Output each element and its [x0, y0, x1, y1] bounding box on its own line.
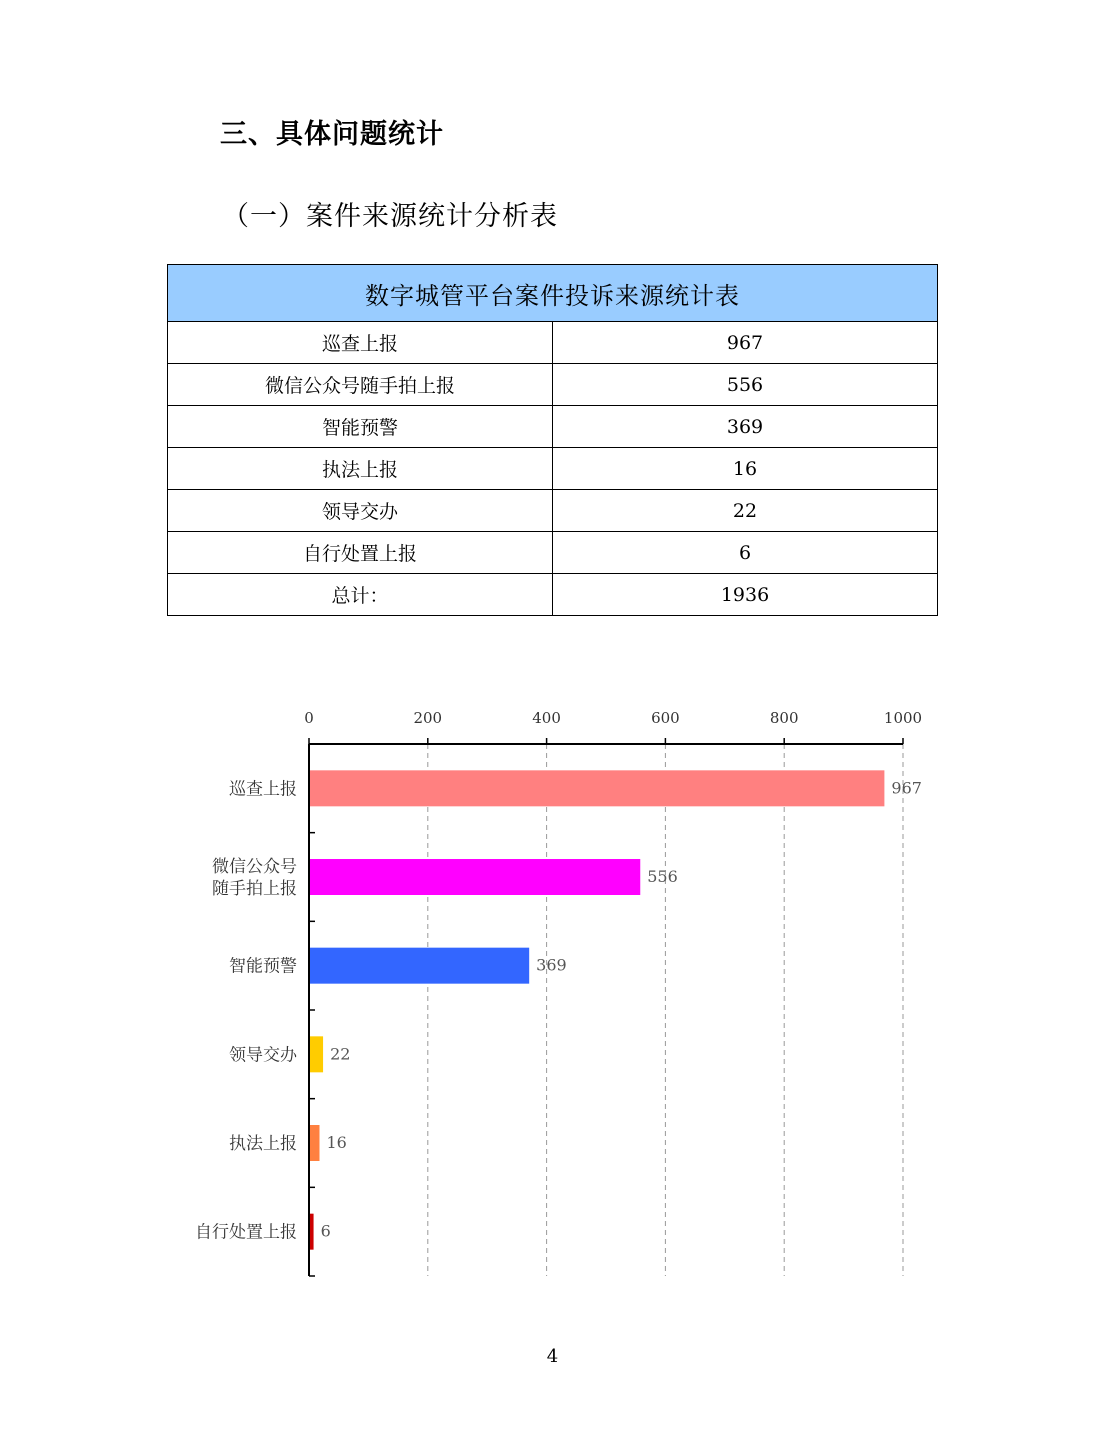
table-title: 数字城管平台案件投诉来源统计表	[168, 265, 938, 322]
data-label: 967	[891, 778, 922, 798]
table-row	[168, 532, 938, 574]
data-label: 16	[326, 1133, 347, 1152]
row-value: 6	[553, 532, 938, 574]
total-label: 总计：	[168, 574, 553, 616]
row-label: 微信公众号随手拍上报	[168, 364, 553, 406]
table-total-row	[168, 574, 938, 616]
category-label: 领导交办	[229, 1045, 297, 1066]
total-value: 1936	[553, 574, 938, 616]
category-label: 自行处置上报	[195, 1222, 297, 1243]
bar	[310, 859, 640, 895]
data-label: 556	[647, 867, 678, 886]
subsection-heading: （一）案件来源统计分析表	[222, 201, 558, 232]
category-label: 微信公众号	[212, 857, 297, 877]
category-label: 执法上报	[229, 1134, 297, 1154]
bar	[310, 770, 884, 806]
row-value: 16	[553, 448, 938, 490]
data-label: 369	[536, 955, 567, 975]
row-label: 执法上报	[168, 448, 553, 490]
row-label: 巡查上报	[168, 322, 553, 364]
table-row	[168, 322, 938, 364]
category-label: 巡查上报	[229, 779, 297, 800]
table-row	[168, 364, 938, 406]
chart-container	[0, 690, 1105, 1300]
x-tick-label: 800	[769, 709, 799, 727]
x-tick-label: 200	[413, 709, 443, 727]
table-row	[168, 490, 938, 532]
bar	[310, 1125, 320, 1161]
bar	[310, 1036, 323, 1072]
data-label: 22	[330, 1044, 351, 1064]
page-number: 4	[546, 1346, 559, 1367]
x-tick-label: 600	[651, 709, 680, 727]
category-label: 随手拍上报	[212, 879, 297, 899]
data-label: 6	[320, 1221, 331, 1241]
row-value: 369	[553, 406, 938, 448]
x-tick-label: 1000	[883, 709, 923, 727]
source-statistics-table	[167, 264, 938, 616]
table-row	[168, 406, 938, 448]
row-value: 967	[553, 322, 938, 364]
x-tick-label: 0	[304, 709, 314, 727]
bar	[310, 1214, 314, 1250]
section-heading: 三、具体问题统计	[220, 119, 444, 150]
row-label: 领导交办	[168, 490, 553, 532]
row-label: 自行处置上报	[168, 532, 553, 574]
row-value: 556	[553, 364, 938, 406]
row-value: 22	[553, 490, 938, 532]
row-label: 智能预警	[168, 406, 553, 448]
bar	[310, 948, 529, 984]
category-label: 智能预警	[229, 956, 297, 977]
source-bar-chart	[0, 690, 1105, 1300]
x-tick-label: 400	[532, 709, 561, 727]
table-row	[168, 448, 938, 490]
